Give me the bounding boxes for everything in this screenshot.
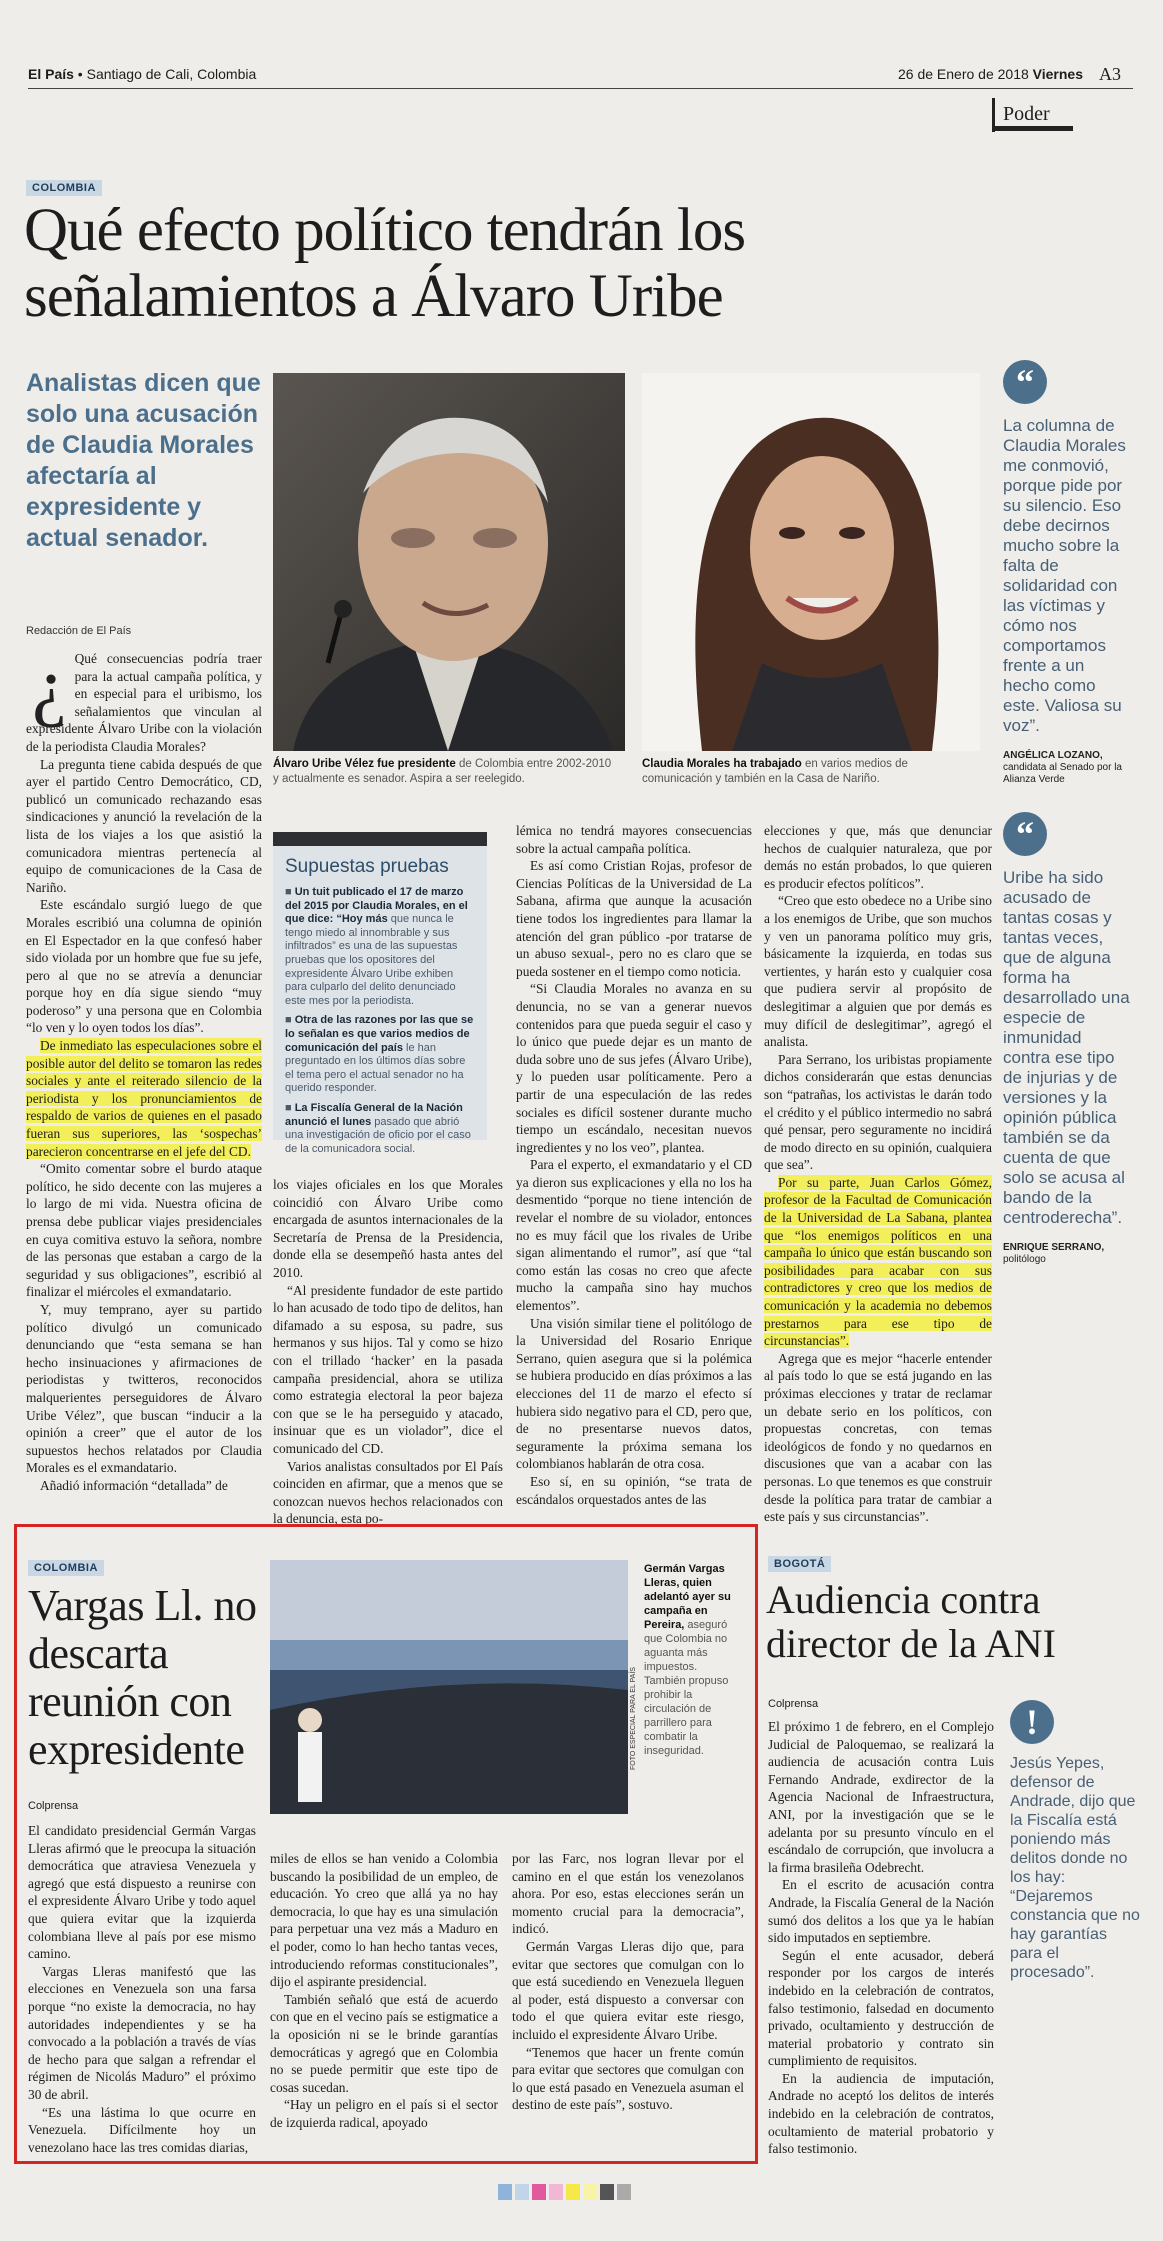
vargas-col1-p2: Vargas Lleras manifestó que las elecciones en Venezuela son una farsa porque “no existe la democracia, no hay autoridades independientes y se ha convocado a la población a través de vías de hecho para que salgan a refrendar el régimen de Nicolás Maduro” el próximo 30 de abril. bbox=[28, 1963, 256, 2102]
reg-swatch bbox=[583, 2184, 597, 2200]
vargas-column-2 bbox=[270, 1850, 498, 2132]
ani-headline: Audiencia contra director de la ANI bbox=[766, 1577, 1056, 1666]
vargas-col1-p3: “Es una lástima lo que ocurre en Venezuela. Difícilmente hoy un venezolano hace las tres comidas diarias, bbox=[28, 2104, 256, 2155]
col4-p4-highlight bbox=[764, 1174, 992, 1350]
quote-1-name: ANGÉLICA LOZANO, bbox=[1003, 750, 1103, 761]
quote-icon-2: “ bbox=[1003, 812, 1047, 856]
col1-p4-text: De inmediato las especulaciones sobre el posible autor del delito se tomaron las redes sociales y ante el reiterado silencio de la periodista y los pronunciamientos de respaldo de varios de quienes en el pasado fueran sus superiores, las ‘sospechas’ parecieron concentrarse en el jefe del CD. bbox=[26, 1038, 262, 1159]
reg-swatch bbox=[600, 2184, 614, 2200]
quote-1-role: candidata al Senado por la Alianza Verde bbox=[1003, 762, 1122, 785]
vargas-photo-illustration bbox=[270, 1560, 628, 1814]
col1-p5: “Omito comentar sobre el burdo ataque político, he sido decente con las mujeres a lo largo de mi vida. Nuestra oficina de prensa debe publicar viajes presidenciales en cuya comitiva estuvo la señora, nombre de las personas que estaban a cargo de la seguridad y sus obligaciones”, escribió al finalizar el miércoles el exmandatario. bbox=[26, 1161, 262, 1300]
running-head bbox=[28, 66, 1133, 89]
vargas-byline: Colprensa bbox=[28, 1800, 79, 1812]
vargas-caption bbox=[644, 1562, 740, 1758]
vargas-col1-p1: El candidato presidencial Germán Vargas Lleras afirmó que le preocupa la situación democrática que atraviesa Venezuela y agregó que está dispuesto a reunirse con el expresidente Álvaro Uribe y todo aquel que quiera evitar que la izquierda colombiana lleve al país por ese mismo camino. bbox=[28, 1823, 256, 1962]
photo-morales-caption bbox=[642, 757, 972, 787]
vargas-column-1 bbox=[28, 1822, 256, 2156]
col4-p4-text: Por su parte, Juan Carlos Gómez, profesor de la Facultad de Comunicación de la Universidad de La Sabana, plantea que “los enemigos políticos en una campaña lo único que están buscando son posibilidades para acabar con sus contradictores y creo que los medios de comunicación y la academia no debemos prestarnos para ese tipo de circunstancias”. bbox=[764, 1174, 992, 1349]
reg-swatch bbox=[498, 2184, 512, 2200]
vargas-col2-p3: “Hay un peligro en el país si el sector de izquierda radical, apoyado bbox=[270, 2097, 498, 2130]
ani-p3: Según el ente acusador, deberá responder por los cargos de interés indebido en la celebración de contratos, falso testimonio, falsedad en documento privado, ocultamiento y destrucción de material probatorio y contrato sin cumplimiento de requisitos. bbox=[768, 1947, 994, 2069]
quote-2-signature bbox=[1003, 1242, 1133, 1266]
col4-p2: “Creo que esto obedece no a Uribe sino a los enemigos de Uribe, que son muchos y ven un panorama político muy gris, básicamente la izquierda, en todas sus vertientes, y harán esto y cualquier cosa que pudiera servir al propósito de deslegitimar a alguien que por demás es muy difícil de deslegitimar”, agregó el analista. bbox=[764, 893, 992, 1050]
evidence-item-2-text: le han preguntado en los últimos días sobre el tema pero el actual senador no ha querido responder. bbox=[285, 1041, 466, 1095]
issue-weekday: Viernes bbox=[1032, 66, 1083, 82]
quote-rail bbox=[1003, 360, 1133, 1266]
vargas-caption-bold: Germán Vargas Lleras, quien adelantó ayer su campaña en Pereira, bbox=[644, 1563, 731, 1631]
main-deck: Analistas dicen que solo una acusación de Claudia Morales afectaría al expresidente y actual senador. bbox=[26, 369, 261, 552]
vargas-col2-p2: También señaló que está de acuerdo con que en el vecino país se estigmatice a la oposición ni se le brinde garantías democráticas y agregó que en Colombia no se puede permitir que este tipo de cosas sucedan. bbox=[270, 1991, 498, 2095]
quote-2-role: politólogo bbox=[1003, 1254, 1046, 1265]
photo-morales-caption-bold: Claudia Morales ha trabajado bbox=[642, 758, 802, 770]
col1-p2: La pregunta tiene cabida después de que ayer el partido Centro Democrático, CD, publicó un comunicado rechazando esas sindicaciones y anunció la revelación de la lista de los viajes a los que asistió la comunicadora mientras pertenecía al equipo de comunicaciones de la Casa de Nariño. bbox=[26, 756, 262, 895]
page-number: A3 bbox=[1099, 64, 1121, 84]
col3-p3: “Si Claudia Morales no avanza en su denuncia, no se van a generar nuevos contenidos para que pueda seguir el caso y lo único que puede dejar es un manto de duda sobre uno de sus jefes (Álvaro Uribe), y lo pueden usar políticamente. Pero a partir de una especulación de las redes sociales es difícil sostener durante mucho tiempo un escándalo, necesitan nuevos ingredientes y no los veo”, plantea. bbox=[516, 981, 752, 1155]
col4-p1: elecciones y que, más que denunciar hechos de cualquier naturaleza, que por demás no están probados, lo que quieren es producir efectos políticos”. bbox=[764, 823, 992, 891]
main-column-3 bbox=[516, 822, 752, 1508]
drop-cap: ¿ bbox=[32, 641, 67, 728]
section-label: Poder bbox=[995, 98, 1073, 131]
main-column-2 bbox=[273, 1176, 503, 1528]
col1-p6: Y, muy temprano, ayer su partido político divulgó un comunicado denunciando que “esta semana se han hecho insinuaciones y afirmaciones de periodistas y twitteros, reconocidos malquerientes perseguidores de Álvaro Uribe Vélez”, que buscan “inducir a la opinión a creer” que el autor de los supuestos hechos relatados por Claudia Morales es el exmandatario. bbox=[26, 1301, 262, 1476]
quote-2-text: Uribe ha sido acusado de tantas cosas y tantas veces, que de alguna forma ha desarrollado una especie de inmunidad contra ese tipo de injurias y de versiones y la opinión pública también se da cuenta de que solo se acusa al bando de la centroderecha”. bbox=[1003, 868, 1130, 1227]
uribe-photo-illustration bbox=[273, 373, 625, 751]
vargas-photo bbox=[270, 1560, 628, 1814]
quote-icon-1: “ bbox=[1003, 360, 1047, 404]
vargas-column-3 bbox=[512, 1850, 744, 2114]
col2-p2: “Al presidente fundador de este partido lo han acusado de todo tipo de delitos, han difamado a su esposa, su padre, sus hermanos y sus hijos. Tal y como se hizo con el trillado ‘hacker’ en la pasada campaña presidencial, ahora se utiliza como estrategia electoral la peor bajeza con que se le ha perseguido y atacado, insinuar que es un violador”, dice el comunicado del CD. bbox=[273, 1282, 503, 1456]
col2-p3: Varios analistas consultados por El País coinciden en afirmar, que a menos que se conozcan nuevos hechos relacionados con la denuncia, esta po- bbox=[273, 1458, 503, 1527]
ani-p1: El próximo 1 de febrero, en el Complejo Judicial de Paloquemao, se realizará la audiencia de acusación contra Luis Fernando Andrade, exdirector de la Agencia Nacional de Infraestructura, ANI, por la investigación que se le adelanta por su presunto vínculo en el escándalo de corrupción, que involucra a la firma brasileña Odebrecht. bbox=[768, 1719, 994, 1875]
photo-morales bbox=[642, 373, 980, 751]
col3-p4: Para el experto, el exmandatario y el CD ya dieron sus explicaciones y ella no los ha desmentido “porque no tiene intención de revelar el nombre de su violador, entonces no es muy fácil que los rivales de Uribe sigan alimentando el rumor”, así que “tal como están las cosas no creo que afecte mucho la campaña sino hay muchos elementos”. bbox=[516, 1157, 752, 1314]
col4-p5: Agrega que es mejor “hacerle entender al país todo lo que se está jugando en las próximas elecciones y tratar de reclamar un debate serio en los políticos, con propuestas concretas, con temas ideológicos de fondo y no quedarnos en discusiones que van a acabar con las personas. Lo que tenemos es que construir desde la política para tratar de cambiar a este país y sus circunstancias”. bbox=[764, 1350, 992, 1525]
vargas-col2-p1: miles de ellos se han venido a Colombia buscando la posibilidad de un empleo, de educación. Yo creo que allá ya no hay democracia, lo que hay es una simulación para perpetuar una vez más a Maduro en el poder, como lo han hecho tantas veces, introduciendo reformas constitucionales”, dijo el aspirante presidencial. bbox=[270, 1851, 498, 1990]
main-column-1 bbox=[26, 641, 262, 1495]
evidence-item-1-bold: Un tuit publicado el 17 de marzo del 2015 por Claudia Morales, en el que dice: “Hoy más bbox=[285, 886, 468, 926]
evidence-box-title: Supuestas pruebas bbox=[285, 856, 449, 877]
photo-uribe bbox=[273, 373, 625, 751]
main-column-4 bbox=[764, 822, 992, 1526]
reg-swatch bbox=[515, 2184, 529, 2200]
ani-byline: Colprensa bbox=[768, 1698, 819, 1710]
col1-p1: Qué consecuencias podría traer para la actual campaña política, y en especial para el uribismo, los señalamientos que vinculan al expresidente Álvaro Uribe con la violación de la periodista Claudia Morales? bbox=[26, 651, 262, 754]
evidence-item-1-text: que nunca le tengo miedo al innombrable y sus infiltrados” es una de las supuestas pruebas que los opositores del expresidente Álvaro Uribe exhiben para culparlo del delito denunciado este mes por la periodista. bbox=[285, 913, 458, 1007]
color-registration-bar bbox=[498, 2184, 631, 2200]
ani-p2: En el escrito de acusación contra Andrade, la Fiscalía General de la Nación sumó dos delitos a los que ya le habían sido imputados en septiembre. bbox=[768, 1877, 994, 1946]
evidence-item-1: ■ Un tuit publicado el 17 de marzo del 2015 por Claudia Morales, en el que dice: “Hoy más que nunca le tengo miedo al innombrable y sus infiltrados” es una de las supuestas pruebas que los opositores del expresidente Álvaro Uribe exhiben para culparlo del delito denunciado este mes por la periodista. bbox=[285, 886, 468, 1007]
quote-1-signature bbox=[1003, 750, 1133, 786]
col3-p5: Una visión similar tiene el politólogo de la Universidad del Rosario Enrique Serrano, quien asegura que si la polémica se hubiera producido en días próximos a las elecciones del 11 de marzo el efecto sí hubiera sido negativo para el CD, pero que, de no presentarse nuevos datos, seguramente la próxima semana los colombianos hablarán de otra cosa. bbox=[516, 1315, 752, 1472]
evidence-item-2: ■ Otra de las razones por las que se lo señalan es que varios medios de comunicación del país le han preguntado en los últimos días sobre el tema pero el actual senador no ha querido responder. bbox=[285, 1014, 474, 1095]
ani-section-tag: BOGOTÁ bbox=[768, 1556, 831, 1572]
exclamation-icon: ! bbox=[1010, 1700, 1054, 1744]
evidence-box bbox=[273, 832, 487, 1155]
photo-uribe-caption-bold: Álvaro Uribe Vélez fue presidente bbox=[273, 758, 456, 770]
col3-p6: Eso sí, en su opinión, “se trata de escándalos orquestados antes de las bbox=[516, 1473, 752, 1507]
morales-photo-illustration bbox=[642, 373, 980, 751]
ani-quote-text: Jesús Yepes, defensor de Andrade, dijo que la Fiscalía está poniendo más delitos donde no los hay: “Dejaremos constancia que no hay garantías para el procesado”. bbox=[1010, 1755, 1140, 1981]
evidence-item-3-bold: La Fiscalía General de la Nación anunció el lunes bbox=[285, 1101, 463, 1128]
ani-quote-rail bbox=[1010, 1700, 1140, 1982]
reg-swatch bbox=[617, 2184, 631, 2200]
issue-date: 26 de Enero de 2018 bbox=[897, 66, 1029, 82]
ani-column bbox=[768, 1718, 994, 2158]
evidence-item-3: ■ La Fiscalía General de la Nación anunció el lunes pasado que abrió una investigación de oficio por el caso de la comunicadora social. bbox=[285, 1101, 471, 1155]
vargas-col3-p3: “Tenemos que hacer un frente común para evitar que sectores que comulgan con lo que está pasado en Venezuela asuman el destino de este país”, sostuvo. bbox=[512, 2044, 744, 2113]
main-byline: Redacción de El País bbox=[26, 625, 132, 637]
paper-location: • Santiago de Cali, Colombia bbox=[73, 66, 257, 82]
photo-morales-caption-text: en varios medios de comunicación y también en la Casa de Nariño. bbox=[642, 758, 908, 785]
main-section-tag: COLOMBIA bbox=[26, 180, 102, 196]
photo-uribe-caption-text: de Colombia entre 2002-2010 y actualmente es senador. Aspira a ser reelegido. bbox=[273, 758, 612, 785]
col4-p3: Para Serrano, los uribistas propiamente dichos considerarán que estas denuncias son “patrañas, los activistas le darán todo el crédito y el público intermedio no sabrá qué pensar, pero seguramente no incidirá de modo directo en su opinión, cualquiera que sea”. bbox=[764, 1051, 992, 1173]
col1-p4-highlight bbox=[26, 1037, 262, 1160]
col1-p3: Este escándalo surgió luego de que Morales escribió una columna de opinión en El Espectador en la que confesó haber sido violada por un hombre que fue su jefe, pero al que no se atrevía a denunciar porque hoy en día sigue siendo “muy poderoso” y una persona que en Colombia “lo ven y lo oyen todos los días”. bbox=[26, 897, 262, 1036]
main-headline: Qué efecto político tendrán los señalamientos a Álvaro Uribe bbox=[24, 197, 746, 330]
col2-p1: los viajes oficiales en los que Morales coincidió con Álvaro Uribe como encargada de asuntos internacionales de la Secretaría de Prensa de la Presidencia, donde ella se desempeñó hasta antes del 2010. bbox=[273, 1177, 503, 1280]
reg-swatch bbox=[549, 2184, 563, 2200]
evidence-item-3-text: pasado que abrió una investigación de oficio por el caso de la comunicadora social. bbox=[285, 1115, 471, 1155]
evidence-item-2-bold: Otra de las razones por las que se lo señalan es que varios medios de comunicación del país bbox=[285, 1014, 474, 1054]
vargas-photo-credit: FOTO ESPECIAL PARA EL PAÍS bbox=[630, 1667, 637, 1770]
vargas-col3-p2: Germán Vargas Lleras dijo que, para evitar que sectores que comulgan con lo que está sucediendo en Venezuela lleguen al poder, está dispuesto a conversar con todo el que quiera evitar este riesgo, incluido el expresidente Álvaro Uribe. bbox=[512, 1938, 744, 2042]
ani-p4: En la audiencia de imputación, Andrade no aceptó los delitos de interés indebido en la celebración de contratos, ocultamiento de material probatorio y falso testimonio. bbox=[768, 2070, 994, 2157]
col3-p2: Es así como Cristian Rojas, profesor de Ciencias Políticas de la Universidad de La Sabana, afirma que aunque la acusación tiene todos los ingredientes para llamar la atención del gran público -por tratarse de un abuso sexual-, pero no es claro que se pueda sostener en el tiempo como noticia. bbox=[516, 858, 752, 979]
col1-p7: Añadió información “detallada” de bbox=[40, 1477, 228, 1493]
quote-1-text: La columna de Claudia Morales me conmovió, porque pide por su silencio. Eso debe decirnos mucho sobre la falta de solidaridad con las víctimas y cómo nos comportamos frente a un hecho como este. Valiosa su voz”. bbox=[1003, 416, 1126, 735]
vargas-section-tag: COLOMBIA bbox=[28, 1560, 104, 1576]
vargas-headline: Vargas Ll. no descarta reunión con expresidente bbox=[28, 1581, 257, 1774]
vargas-caption-text: aseguró que Colombia no aguanta más impuestos. También propuso prohibir la circulación de parrillero para combatir la inseguridad. bbox=[644, 1619, 729, 1757]
section-label-box bbox=[992, 98, 1073, 132]
reg-swatch bbox=[566, 2184, 580, 2200]
quote-2-name: ENRIQUE SERRANO, bbox=[1003, 1242, 1105, 1253]
paper-name: El País bbox=[28, 66, 74, 82]
reg-swatch bbox=[532, 2184, 546, 2200]
photo-uribe-caption bbox=[273, 757, 613, 787]
col3-p1: lémica no tendrá mayores consecuencias sobre la actual campaña política. bbox=[516, 823, 752, 856]
vargas-col3-p1: por las Farc, nos logran llevar por el camino en el que están los venezolanos ahora. Por eso, estas elecciones serán un momento crucial para la democracia”, indicó. bbox=[512, 1851, 744, 1937]
